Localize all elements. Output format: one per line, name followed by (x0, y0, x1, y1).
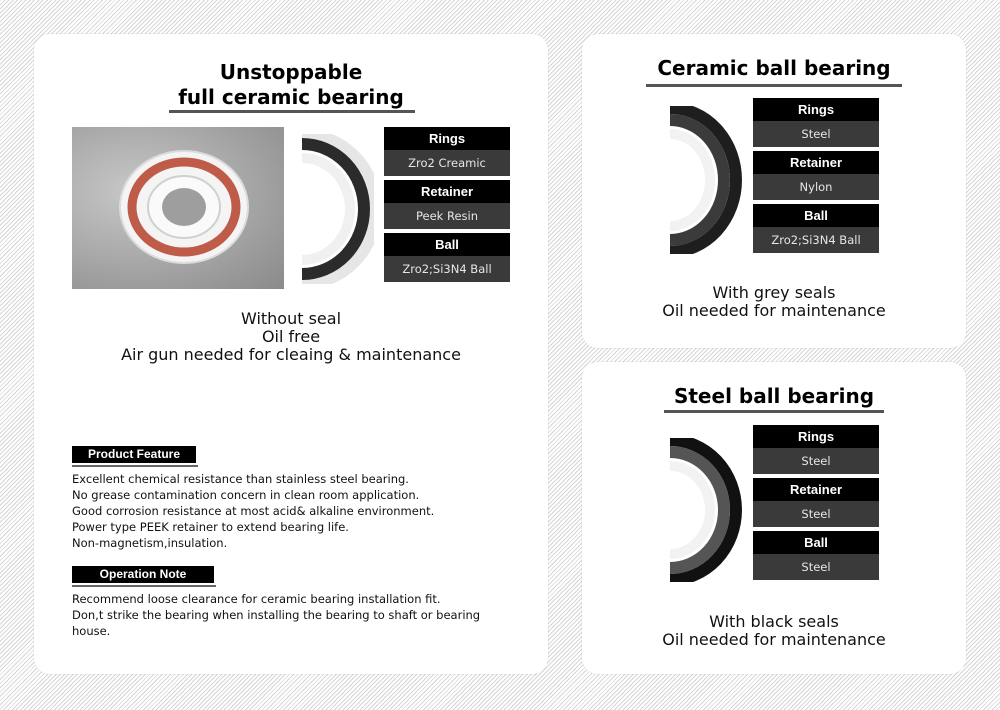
main-caption-line2: Oil free (261, 327, 321, 346)
spec-value-retainer: Nylon (753, 174, 879, 200)
product-feature-line: Excellent chemical resistance than stainless steel bearing. (72, 472, 409, 486)
spec-label-ball: Ball (384, 233, 510, 256)
product-feature-heading: Product Feature (72, 446, 196, 463)
operation-note-list (72, 591, 512, 639)
main-caption-line1: Without seal (240, 309, 342, 328)
product-feature-line: Non-magnetism,insulation. (72, 536, 228, 550)
spec-label-retainer: Retainer (384, 180, 510, 203)
operation-note-underline (72, 585, 216, 587)
steel-caption-line2: Oil needed for maintenance (662, 630, 886, 649)
spec-value-rings: Zro2 Creamic (384, 150, 510, 176)
full-ceramic-card (34, 34, 548, 674)
main-caption (34, 310, 548, 364)
steel-spec-table (753, 425, 879, 584)
ceramic-ball-bearing-card (582, 34, 966, 348)
spec-value-ball: Steel (753, 554, 879, 580)
steel-ball-bearing-card (582, 362, 966, 674)
product-feature-underline (72, 465, 198, 467)
ceramic-caption (582, 284, 966, 320)
ceramic-spec-table (753, 98, 879, 257)
ceramic-title: Ceramic ball bearing (657, 56, 891, 80)
spec-label-ball: Ball (753, 531, 879, 554)
steel-caption-line1: With black seals (709, 612, 839, 631)
spec-value-ball: Zro2;Si3N4 Ball (753, 227, 879, 253)
main-title-line2: full ceramic bearing (178, 85, 404, 109)
steel-caption (582, 613, 966, 649)
product-feature-line: No grease contamination concern in clean room application. (72, 488, 420, 502)
main-spec-table (384, 127, 510, 286)
steel-bearing-cross-section-icon (666, 438, 742, 582)
main-title-underline (169, 110, 415, 113)
main-caption-line3: Air gun needed for cleaing & maintenance (121, 345, 461, 364)
spec-label-retainer: Retainer (753, 478, 879, 501)
product-feature-list (72, 471, 512, 551)
ceramic-title-underline (646, 84, 902, 87)
operation-note-heading: Operation Note (72, 566, 214, 583)
main-title (34, 60, 548, 110)
operation-note-line: Recommend loose clearance for ceramic bearing installation fit. (72, 592, 441, 606)
spec-value-retainer: Steel (753, 501, 879, 527)
spec-value-rings: Steel (753, 121, 879, 147)
ceramic-caption-line1: With grey seals (712, 283, 836, 302)
ceramic-caption-line2: Oil needed for maintenance (662, 301, 886, 320)
ceramic-bearing-cross-section-icon (666, 106, 742, 254)
steel-title: Steel ball bearing (673, 384, 875, 408)
spec-value-retainer: Peek Resin (384, 203, 510, 229)
ceramic-bearing-cross-section-icon (298, 134, 374, 284)
spec-value-ball: Zro2;Si3N4 Ball (384, 256, 510, 282)
product-feature-line: Power type PEEK retainer to extend bearing life. (72, 520, 349, 534)
product-feature-line: Good corrosion resistance at most acid& alkaline environment. (72, 504, 435, 518)
spec-label-retainer: Retainer (753, 151, 879, 174)
spec-value-rings: Steel (753, 448, 879, 474)
operation-note-line: house. (72, 624, 111, 638)
steel-title-underline (664, 410, 884, 413)
spec-label-rings: Rings (753, 425, 879, 448)
spec-label-rings: Rings (753, 98, 879, 121)
spec-label-rings: Rings (384, 127, 510, 150)
operation-note-line: Don,t strike the bearing when installing the bearing to shaft or bearing (72, 608, 481, 622)
spec-label-ball: Ball (753, 204, 879, 227)
ceramic-bearing-photo (72, 127, 284, 289)
main-title-line1: Unstoppable (219, 60, 363, 84)
